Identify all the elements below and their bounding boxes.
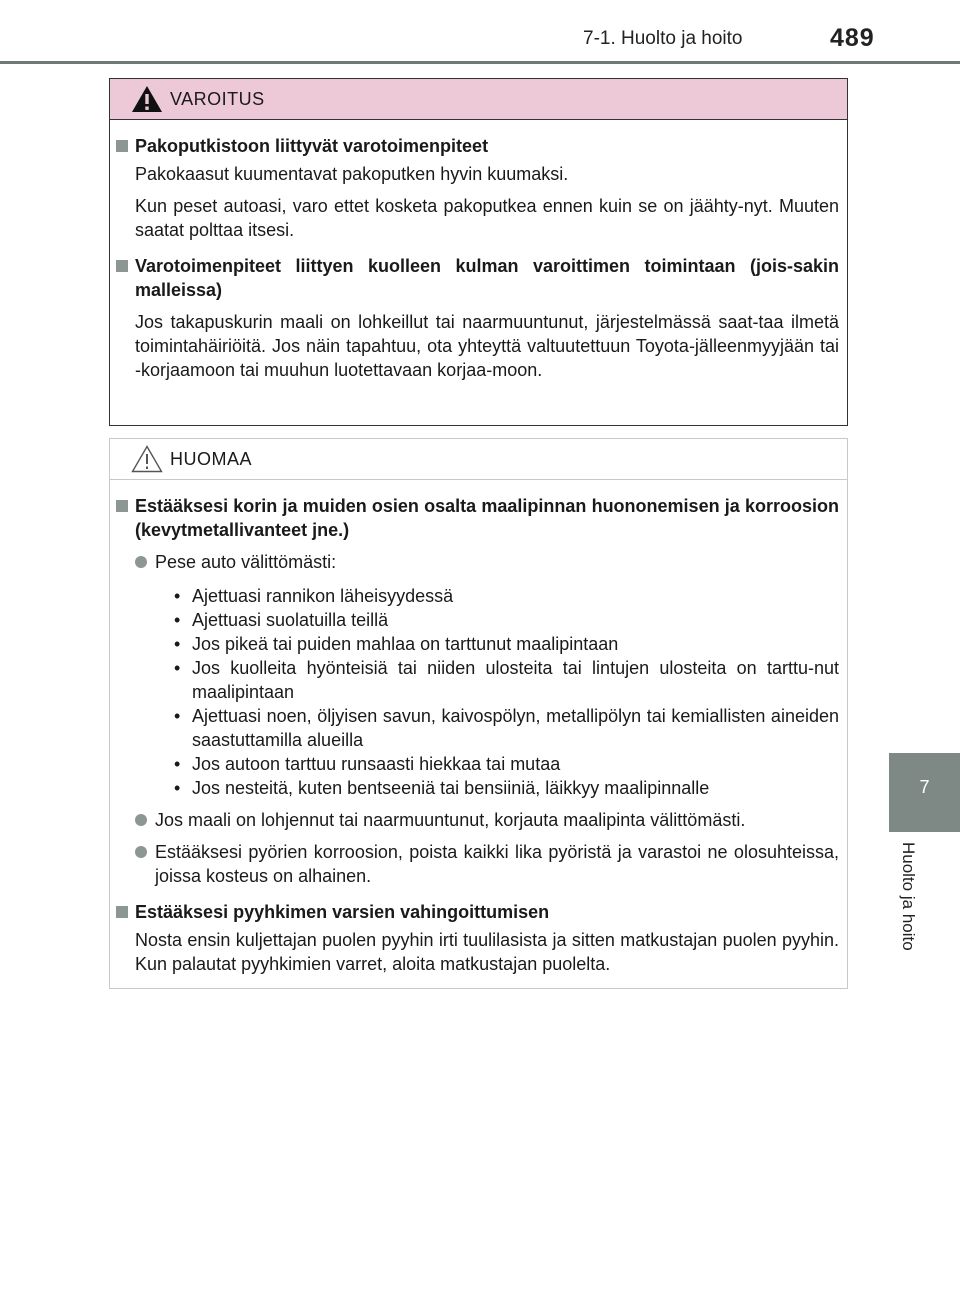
list-item: • Jos kuolleita hyönteisiä tai niiden ulosteita tai lintujen ulosteita on tarttu-nut maalipintaan — [171, 656, 839, 704]
square-bullet-icon — [116, 260, 128, 272]
notice-box — [109, 438, 848, 989]
chapter-title: Huolto ja hoito — [899, 842, 918, 951]
warning-triangle-icon — [130, 84, 164, 114]
chapter-tab — [889, 753, 960, 832]
round-bullet-icon — [135, 846, 147, 858]
square-bullet-icon — [116, 906, 128, 918]
round-bullet-icon — [135, 814, 147, 826]
list-item: • Ajettuasi rannikon läheisyydessä — [171, 584, 839, 608]
warning-paragraph: Kun peset autoasi, varo ettet kosketa pakoputkea ennen kuin se on jäähty-nyt. Muuten saatat polttaa itsesi. — [135, 196, 839, 240]
warning-box — [109, 78, 848, 426]
notice-header — [110, 439, 847, 480]
header-divider — [0, 61, 960, 64]
list-item: • Jos autoon tarttuu runsaasti hiekkaa tai mutaa — [171, 752, 839, 776]
caution-triangle-outline-icon — [130, 444, 164, 474]
warning-item — [110, 254, 839, 382]
warning-label: VAROITUS — [170, 89, 265, 109]
square-bullet-icon — [116, 500, 128, 512]
sub-item-text: Pese auto välittömästi: — [155, 552, 337, 572]
list-item: • Jos pikeä tai puiden mahlaa on tarttunut maalipintaan — [171, 632, 839, 656]
warning-paragraph: Pakokaasut kuumentavat pakoputken hyvin kuumaksi. — [135, 164, 569, 184]
header-section-title: 7-1. Huolto ja hoito — [583, 28, 743, 49]
bullet-list — [155, 584, 839, 800]
notice-sub-item — [135, 808, 839, 832]
warning-item-title: Varotoimenpiteet liittyen kuolleen kulman varoittimen toimintaan (jois-sakin malleissa) — [135, 256, 839, 300]
notice-sub-item — [135, 550, 839, 800]
chapter-number: 7 — [919, 777, 930, 797]
notice-item-title: Estääksesi korin ja muiden osien osalta maalipinnan huononemisen ja korroosion (kevytmetallivanteet jne.) — [135, 496, 839, 540]
notice-paragraph: Nosta ensin kuljettajan puolen pyyhin irti tuulilasista ja sitten matkustajan puolen pyyhin. Kun palautat pyyhkimien varret, aloita matkustajan puolelta. — [135, 930, 839, 974]
round-bullet-icon — [135, 556, 147, 568]
square-bullet-icon — [116, 140, 128, 152]
warning-header — [110, 79, 847, 120]
list-item: • Ajettuasi noen, öljyisen savun, kaivospölyn, metallipölyn tai kemiallisten aineiden saastuttamilla alueilla — [171, 704, 839, 752]
notice-sub-item — [135, 840, 839, 888]
notice-item-title: Estääksesi pyyhkimen varsien vahingoittumisen — [135, 902, 550, 922]
list-item: • Ajettuasi suolatuilla teillä — [171, 608, 839, 632]
sub-item-text: Jos maali on lohjennut tai naarmuuntunut, korjauta maalipinta välittömästi. — [155, 810, 746, 830]
notice-label: HUOMAA — [170, 449, 253, 469]
notice-item — [110, 900, 839, 976]
warning-item — [110, 134, 839, 242]
list-item: • Jos nesteitä, kuten bentseeniä tai bensiiniä, läikkyy maalipinnalle — [171, 776, 839, 800]
page-number: 489 — [830, 24, 875, 52]
warning-item-title: Pakoputkistoon liittyvät varotoimenpiteet — [135, 136, 489, 156]
notice-item — [110, 494, 839, 888]
sub-item-text: Estääksesi pyörien korroosion, poista kaikki lika pyöristä ja varastoi ne olosuhteissa, joissa kosteus on alhainen. — [155, 842, 839, 886]
warning-paragraph: Jos takapuskurin maali on lohkeillut tai naarmuuntunut, järjestelmässä saat-taa ilmetä toimintahäiriöitä. Jos näin tapahtuu, ota yhteyttä valtuutettuun Toyota-jälleenmyyjään tai -korjaamoon tai muuhun luotettavaan korjaa-moon. — [135, 312, 839, 380]
